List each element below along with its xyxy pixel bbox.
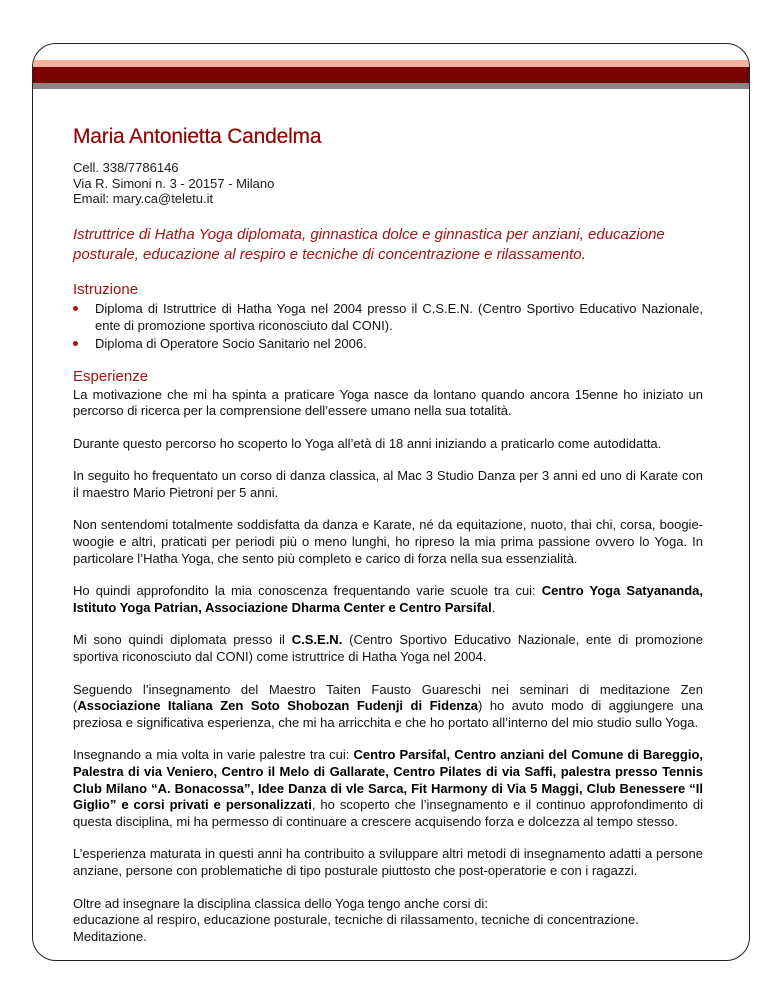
- paragraph-text: Insegnando a mia volta in varie palestre tra cui:: [73, 747, 354, 763]
- courses-list: educazione al respiro, educazione posturale, tecniche di rilassamento, tecniche di concentrazione.: [73, 912, 639, 928]
- experience-paragraph: [73, 583, 703, 616]
- bullet-icon: [73, 341, 78, 346]
- education-section: [73, 280, 703, 352]
- education-item: [73, 300, 703, 334]
- education-item-text: Diploma di Operatore Socio Sanitario nel 2006.: [95, 335, 367, 351]
- experience-paragraph: [73, 747, 703, 830]
- education-item: [73, 335, 703, 352]
- education-list: [73, 300, 703, 352]
- education-heading: Istruzione: [73, 280, 139, 298]
- paragraph-text: ) ho avuto modo di aggiungere una preziosa e significativa esperienza, che mi ha arricchita e che ho portato all’interno del mio studio sullo Yoga.: [73, 698, 703, 730]
- education-item-text: Diploma di Istruttrice di Hatha Yoga nel 2004 presso il C.S.E.N. (Centro Sportivo Educativo Nazionale, ente di promozione sportiva riconosciuto dal CONI).: [95, 300, 703, 333]
- header-band-gray: [33, 83, 749, 89]
- paragraph-text: Mi sono quindi diplomata presso il: [73, 632, 292, 648]
- paragraph-text: Seguendo l’insegnamento del Maestro Taiten Fausto Guareschi nei seminari di meditazione Zen (: [73, 681, 703, 714]
- experience-section: [73, 367, 703, 946]
- header-band: [33, 60, 749, 89]
- gyms-list: Centro Parsifal, Centro anziani del Comune di Bareggio, Palestra di via Veniero, Centro il Melo di Gallarate, Centro Pilates di via Saffi, palestra presso Tennis Club Milano “A. Bonacossa”, Idee Danza di vle Sarca, Fit Harmony di Via 5 Maggi, Club Benessere “Il Giglio” e corsi privati e personalizzati: [73, 747, 703, 813]
- contact-info: [73, 160, 703, 207]
- experience-paragraph: [73, 682, 703, 732]
- document-page: [32, 43, 750, 961]
- experience-paragraph: [73, 896, 703, 946]
- schools-list: Centro Yoga Satyananda, Istituto Yoga Patrian, Associazione Dharma Center e Centro Parsifal: [73, 583, 703, 615]
- profile-tagline: Istruttrice di Hatha Yoga diplomata, ginnastica dolce e ginnastica per anziani, educazione posturale, educazione al respiro e tecniche di concentrazione e rilassamento.: [73, 225, 665, 263]
- paragraph-text: , ho scoperto che l’insegnamento e il continuo approfondimento di questa disciplina, mi ha permesso di continuare a crescere acquisendo forza e dolcezza al tempo stesso.: [73, 797, 703, 829]
- address: Via R. Simoni n. 3 - 20157 - Milano: [73, 175, 275, 191]
- experience-paragraph: Durante questo percorso ho scoperto lo Yoga all’età di 18 anni iniziando a praticarlo come autodidatta.: [73, 435, 662, 451]
- zen-association: Associazione Italiana Zen Soto Shobozan Fudenji di Fidenza: [77, 698, 478, 714]
- courses-meditation: Meditazione.: [73, 928, 147, 944]
- experience-paragraph: [73, 632, 703, 665]
- paragraph-text: (Centro Sportivo Educativo Nazionale, ente di promozione sportiva riconosciuto dal CONI) come istruttrice di Hatha Yoga nel 2004.: [73, 632, 704, 665]
- header-band-pink: [33, 60, 749, 67]
- courses-intro: Oltre ad insegnare la disciplina classica dello Yoga tengo anche corsi di:: [73, 895, 488, 911]
- document-content: [73, 124, 703, 961]
- header-band-dark-red: [33, 67, 749, 83]
- bullet-icon: [73, 306, 78, 311]
- phone-number: Cell. 338/7786146: [73, 160, 179, 175]
- paragraph-text: Ho quindi approfondito la mia conoscenza frequentando varie scuole tra cui:: [73, 583, 542, 599]
- paragraph-text: .: [491, 599, 496, 615]
- csen-name: C.S.E.N.: [291, 632, 343, 648]
- experience-paragraph: Non sentendomi totalmente soddisfatta da danza e Karate, né da equitazione, nuoto, thai chi, corsa, boogie-woogie e altri, praticati per periodi più o meno lunghi, ho ripreso la mia prima passione ovvero lo Yoga. In particolare l’Hatha Yoga, che sento più completo e carico di forza nella sua essenzialità.: [73, 517, 703, 566]
- experience-heading: Esperienze: [73, 367, 149, 385]
- experience-paragraph: La motivazione che mi ha spinta a praticare Yoga nasce da lontano quando ancora 15enne ho iniziato un percorso di ricerca per la comprensione dell’essere umano nella sua totalità.: [73, 386, 703, 419]
- experience-paragraph: L’esperienza maturata in questi anni ha contribuito a sviluppare altri metodi di insegnamento adatti a persone anziane, persone con problematiche di tipo posturale piuttosto che post-operatorie e con i ragazzi.: [73, 846, 703, 878]
- email: Email: mary.ca@teletu.it: [73, 191, 214, 206]
- experience-paragraph: In seguito ho frequentato un corso di danza classica, al Mac 3 Studio Danza per 3 anni ed uno di Karate con il maestro Mario Pietroni per 5 anni.: [73, 468, 703, 500]
- person-name: Maria Antonietta Candelma: [73, 125, 322, 148]
